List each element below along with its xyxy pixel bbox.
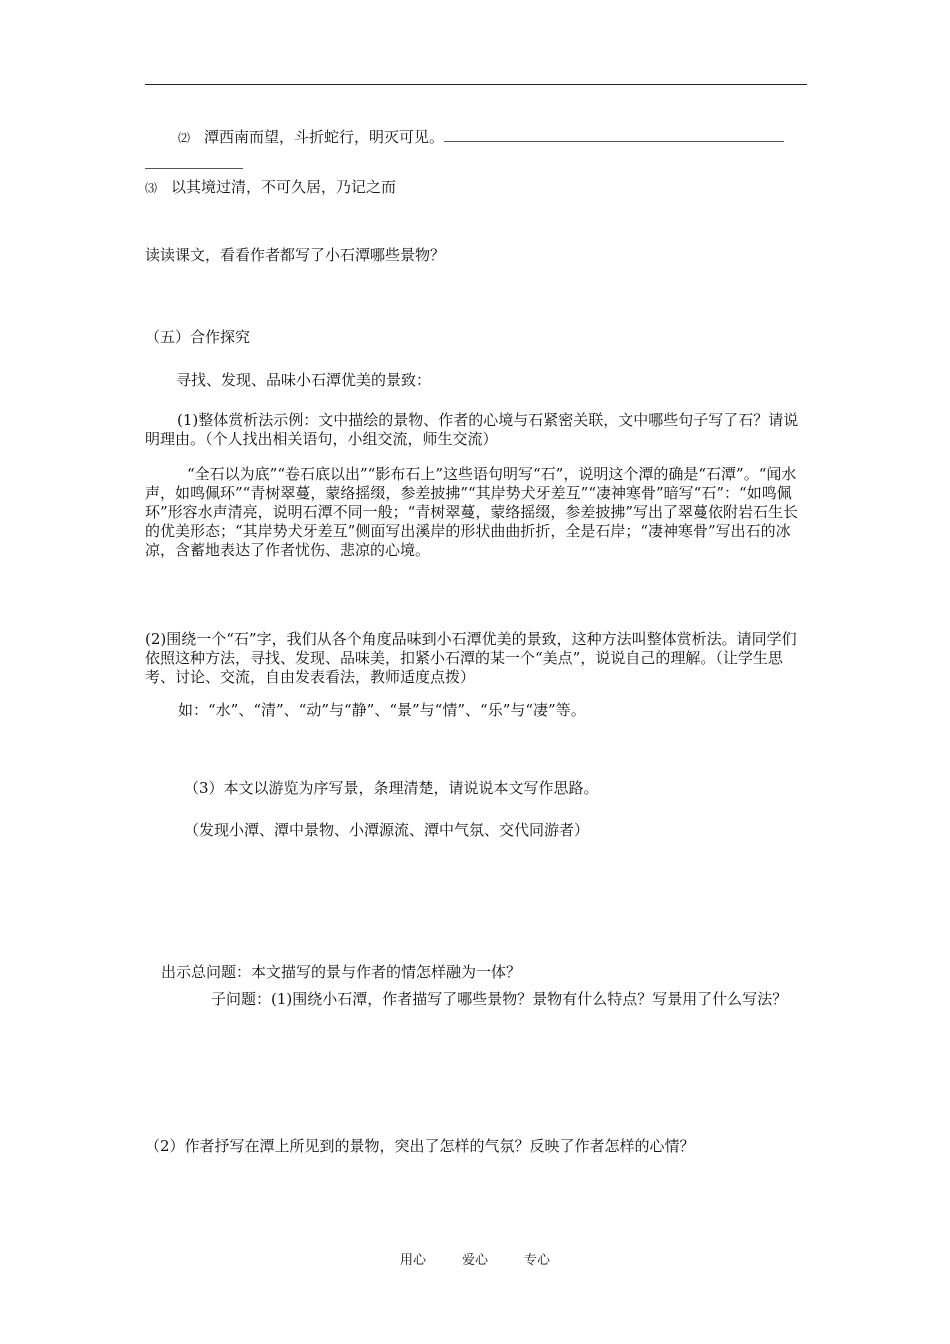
question-3 — [145, 177, 396, 198]
answer-blank-continuation[interactable] — [145, 168, 243, 169]
page-footer — [0, 1249, 950, 1268]
question-3-text: 以其境过清，不可久居，乃记之而 — [171, 178, 397, 196]
paragraph-1: (1)整体赏析法示例：文中描绘的景物、作者的心境与石紧密关联，文中哪些句子写了石？请说明理由。（个人找出相关语句，小组交流，师生交流） — [145, 411, 799, 448]
seek-instruction: 寻找、发现、品味小石潭优美的景致： — [176, 371, 432, 389]
paragraph-2: (2)围绕一个“石”字，我们从各个角度品味到小石潭优美的景致，这种方法叫整体赏析法。请同学们依照这种方法，寻找、发现、品味美，扣紧小石潭的某一个“美点”，说说自己的理解。（让学生思考、讨论、交流，自由发表看法，教师适度点拨） — [145, 630, 797, 686]
sub-question-2: （2）作者抒写在潭上所见到的景物，突出了怎样的气氛？反映了作者怎样的心情？ — [145, 1137, 695, 1155]
footer-word-1: 用心 — [399, 1253, 426, 1268]
answer-blank-line[interactable] — [444, 127, 784, 142]
footer-word-2: 爱心 — [461, 1253, 488, 1268]
header-rule — [145, 84, 807, 85]
paragraph-3-answer: （发现小潭、潭中景物、小潭源流、潭中气氛、交代同游者） — [184, 821, 590, 839]
answer-1: “全石以为底”“卷石底以出”“影布石上”这些语句明写“石”，说明这个潭的确是“石潭”。“闻水声，如鸣佩环”“青树翠蔓，蒙络摇缀，参差披拂”“其岸势犬牙差互”“凄神寒骨”暗写“石”：“如鸣佩环”形容水声清亮，说明石潭不同一般；“青树翠蔓，蒙络摇缀，参差披拂”写出了翠蔓依附岩石生长的优美形态；“其岸势犬牙差互”侧面写出溪岸的形状曲曲折折，全是石岸；“凄神寒骨”写出石的冰凉，含蓄地表达了作者忧伤、悲凉的心境。 — [145, 465, 799, 559]
main-question: 出示总问题：本文描写的景与作者的情怎样融为一体？ — [161, 963, 522, 981]
paragraph-3: （3）本文以游览为序写景，条理清楚，请说说本文写作思路。 — [184, 779, 599, 797]
section-heading: （五）合作探究 — [145, 328, 251, 346]
question-2 — [178, 127, 784, 148]
question-2-text: 潭西南而望，斗折蛇行，明灭可见。 — [204, 128, 445, 146]
question-3-number: ⑶ — [145, 181, 158, 195]
sub-question-1: 子问题：(1)围绕小石潭，作者描写了哪些景物？景物有什么特点？写景用了什么写法？ — [211, 990, 788, 1008]
footer-word-3: 专心 — [524, 1253, 551, 1268]
read-prompt: 读读课文，看看作者都写了小石潭哪些景物？ — [145, 246, 446, 264]
question-2-number: ⑵ — [178, 131, 191, 145]
example-line: 如：“水”、“清”、“动”与“静”、“景”与“情”、“乐”与“凄”等。 — [178, 701, 586, 719]
